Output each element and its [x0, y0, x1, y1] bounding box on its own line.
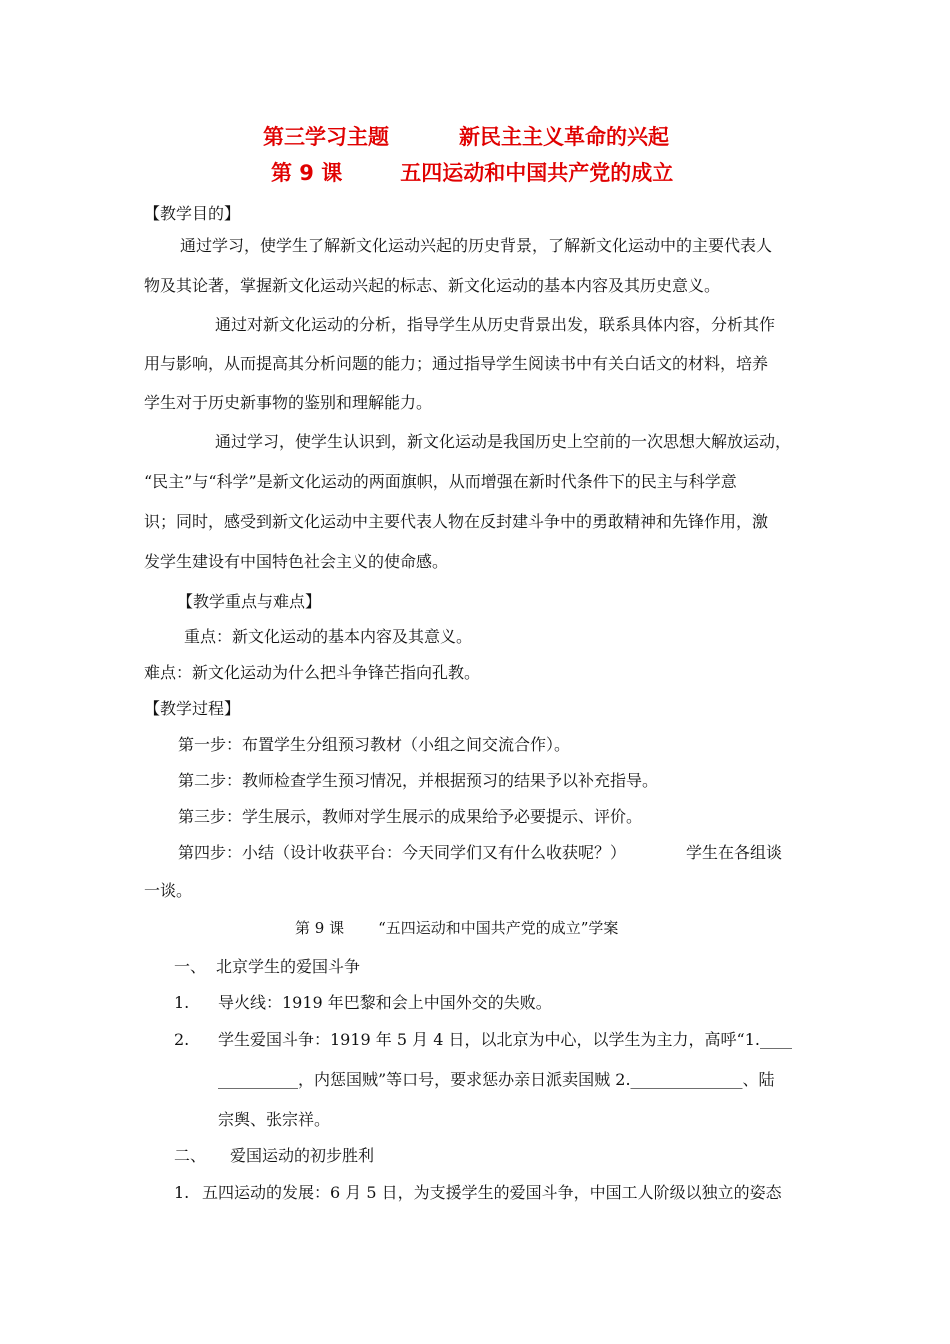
topic-heading	[263, 124, 669, 150]
focus-text: 重点：新文化运动的基本内容及其意义。	[184, 627, 473, 646]
list-item	[174, 993, 552, 1013]
lesson-label: 第 9 课	[271, 161, 343, 185]
list-item	[174, 1183, 782, 1203]
section-heading	[174, 1146, 374, 1166]
item-text-continued: __________，内惩国贼”等口号，要求惩办亲日派卖国贼 2.______________、陆	[218, 1070, 775, 1089]
study-plan-name: “五四运动和中国共产党的成立”学案	[378, 919, 619, 937]
objective-text: “民主”与“科学”是新文化运动的两面旗帜，从而增强在新时代条件下的民主与科学意	[144, 472, 737, 491]
objective-text: 通过对新文化运动的分析，指导学生从历史背景出发，联系具体内容，分析其作	[215, 315, 776, 334]
topic-label: 第三学习主题	[263, 125, 389, 149]
objective-text: 用与影响，从而提高其分析问题的能力；通过指导学生阅读书中有关白话文的材料，培养	[144, 354, 769, 373]
item-text: 学生爱国斗争：1919 年 5 月 4 日，以北京为中心，以学生为主力，高呼“1.____	[218, 1030, 792, 1049]
section-number: 二、	[174, 1146, 207, 1165]
item-number: 1.	[174, 1183, 190, 1202]
objective-text: 物及其论著，掌握新文化运动兴起的标志、新文化运动的基本内容及其历史意义。	[144, 276, 721, 295]
item-text: 导火线：1919 年巴黎和会上中国外交的失败。	[218, 993, 552, 1012]
step-text: 第一步：布置学生分组预习教材（小组之间交流合作）。	[178, 735, 571, 754]
key-points-heading: 【教学重点与难点】	[177, 592, 322, 611]
section-number: 一、	[174, 957, 207, 976]
difficulty-text: 难点：新文化运动为什么把斗争锋芒指向孔教。	[144, 663, 481, 682]
step-text: 第三步：学生展示，教师对学生展示的成果给予必要提示、评价。	[178, 807, 643, 826]
study-plan-lesson: 第 9 课	[295, 919, 345, 937]
item-number: 2.	[174, 1030, 190, 1049]
item-number: 1.	[174, 993, 190, 1012]
lesson-heading	[271, 160, 673, 186]
item-text-continued: 宗舆、张宗祥。	[218, 1110, 331, 1129]
step4-tail: 学生在各组谈	[686, 843, 783, 862]
objective-text: 学生对于历史新事物的鉴别和理解能力。	[144, 393, 433, 412]
item-text: 五四运动的发展：6 月 5 日，为支援学生的爱国斗争，中国工人阶级以独立的姿态	[202, 1183, 782, 1202]
list-item	[174, 1030, 792, 1050]
step-text: 第二步：教师检查学生预习情况，并根据预习的结果予以补充指导。	[178, 771, 659, 790]
section-title: 爱国运动的初步胜利	[230, 1146, 375, 1165]
process-heading: 【教学过程】	[144, 699, 241, 718]
step-text: 一谈。	[144, 881, 193, 900]
section-heading	[174, 957, 360, 977]
objective-text: 通过学习，使学生认识到，新文化运动是我国历史上空前的一次思想大解放运动，	[215, 432, 792, 451]
lesson-title: 五四运动和中国共产党的成立	[400, 161, 674, 185]
objective-text: 通过学习，使学生了解新文化运动兴起的历史背景，了解新文化运动中的主要代表人	[180, 236, 773, 255]
study-plan-title	[295, 918, 618, 938]
step-text	[178, 843, 782, 863]
objective-text: 发学生建设有中国特色社会主义的使命感。	[144, 552, 449, 571]
section-title: 北京学生的爱国斗争	[216, 957, 361, 976]
step4-main: 第四步：小结（设计收获平台：今天同学们又有什么收获呢？）	[178, 843, 627, 862]
objective-text: 识；同时，感受到新文化运动中主要代表人物在反封建斗争中的勇敢精神和先锋作用，激	[144, 512, 769, 531]
topic-title: 新民主主义革命的兴起	[459, 125, 669, 149]
objectives-heading: 【教学目的】	[144, 204, 241, 223]
